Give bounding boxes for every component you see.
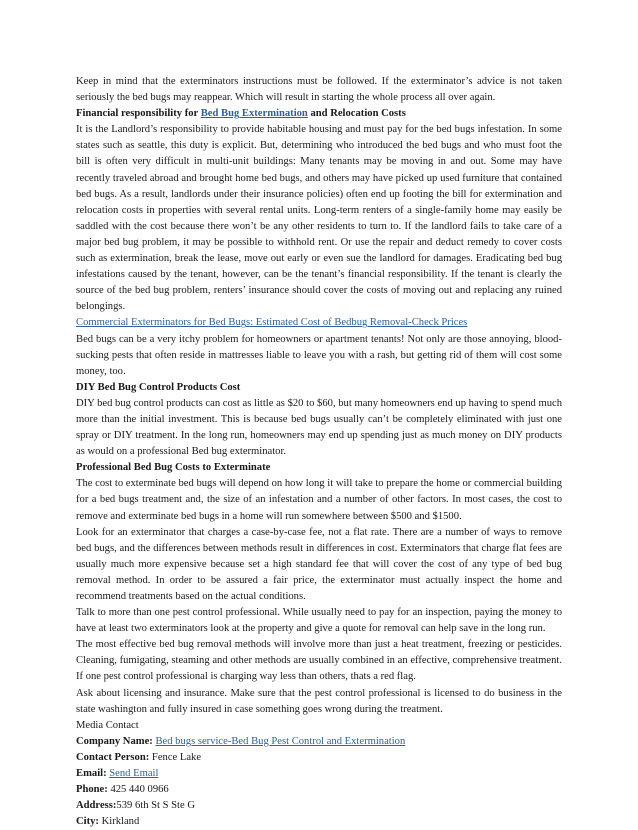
email-row: Email: Send Email bbox=[76, 768, 159, 780]
financial-paragraph: It is the Landlord’s responsibility to provide habitable housing and must pay for the bed bugs infestation. In some states such as seattle, this duty is explicit. But, determining who introduced the bed bugs and who must foot the bill is often very difficult in multi-unit buildings: Many tenants may be moving in and out. Some may have recently traveled abroad and brought home bed bugs, and others may have picked up used furniture that contained bed bugs. As a result, landlords under their insurance policies) often end up footing the bill for extermination and relocation costs in properties with several rental units. Long-term renters of a single-family home may easily be saddled with the cost because there won’t be any other residents to turn to. If the landlord fails to take care of a major bed bug problem, it may be possible to withhold rent. Or use the repair and deduct remedy to cover costs such as extermination, break the lease, move out early or even sue the landlord for damages. Eradicating bed bug infestations caused by the tenant, however, can be the tenant’s financial responsibility. If the tenant is clearly the source of the bed bug problem, renters’ insurance should cover the costs of moving out and replacing any ruined belongings. bbox=[76, 124, 562, 313]
document-page bbox=[76, 74, 562, 830]
phone-row: Phone: 425 440 0966 bbox=[76, 784, 169, 796]
commercial-exterminators-link[interactable]: Commercial Exterminators for Bed Bugs: Estimated Cost of Bedbug Removal-Check Prices bbox=[76, 317, 468, 329]
professional-paragraph-2: Look for an exterminator that charges a case-by-case fee, not a flat rate. There are a number of ways to remove bed bugs, and the differences between methods result in differences in cost. Exterminators that charge flat fees are usually much more expensive because set a high standard fee that will cover the cost of any type of bed bug removal method. In order to be assured a fair price, the exterminator must actually inspect the home and recommend treatments based on the actual conditions. bbox=[76, 526, 562, 602]
professional-paragraph-4: The most effective bed bug removal methods will involve more than just a heat treatment, freezing or pesticides. Cleaning, fumigating, steaming and other methods are usually combined in an effective, comprehensive treatment. If one pest control professional is charging way less than others, thats a red flag. bbox=[76, 639, 562, 683]
address-row: Address:539 6th St S Ste G bbox=[76, 800, 196, 812]
send-email-link[interactable]: Send Email bbox=[109, 768, 159, 780]
professional-paragraph-1: The cost to exterminate bed bugs will depend on how long it will take to prepare the home or commercial building for a bed bugs treatment and, the size of an infestation and a number of other factors. In most cases, the cost to remove and exterminate bed bugs in a home will run somewhere between $500 and $1500. bbox=[76, 478, 562, 522]
commercial-paragraph: Bed bugs can be a very itchy problem for homeowners or apartment tenants! Not only are those annoying, blood-sucking pests that often reside in mattresses liable to leave you with a rash, but getting rid of them will cost some money, too. bbox=[76, 333, 562, 377]
bed-bug-extermination-link[interactable]: Bed Bug Extermination bbox=[200, 108, 308, 120]
professional-paragraph-5: Ask about licensing and insurance. Make sure that the pest control professional is licensed to do business in the state washington and fully insured in case something goes wrong during the treatment. bbox=[76, 687, 562, 715]
company-link[interactable]: Bed bugs service-Bed Bug Pest Control and Extermination bbox=[155, 735, 406, 747]
city-row: City: Kirkland bbox=[76, 816, 140, 828]
diy-paragraph: DIY bed bug control products can cost as little as $20 to $60, but many homeowners end up having to spend much more than the initial investment. This is because bed bugs usually can’t be completely eliminated with just one spray or DIY treatment. In the long run, homeowners may end up spending just as much money on DIY products as would on a professional Bed bug exterminator. bbox=[76, 397, 562, 458]
company-row: Company Name: Bed bugs service-Bed Bug Pest Control and Extermination bbox=[76, 735, 406, 747]
professional-heading: Professional Bed Bug Costs to Exterminate bbox=[76, 462, 271, 474]
media-contact-label: Media Contact bbox=[76, 719, 139, 731]
intro-paragraph: Keep in mind that the exterminators instructions must be followed. If the exterminator’s advice is not taken seriously the bed bugs may reappear. Which will result in starting the whole process all over again. bbox=[76, 76, 562, 104]
financial-heading: Financial responsibility for Bed Bug Extermination and Relocation Costs bbox=[76, 108, 406, 120]
diy-heading: DIY Bed Bug Control Products Cost bbox=[76, 381, 241, 393]
professional-paragraph-3: Talk to more than one pest control professional. While usually need to pay for an inspection, paying the money to have at least two exterminators look at the property and give a quote for removal can help save in the long run. bbox=[76, 607, 562, 635]
contact-person-row: Contact Person: Fence Lake bbox=[76, 751, 202, 763]
